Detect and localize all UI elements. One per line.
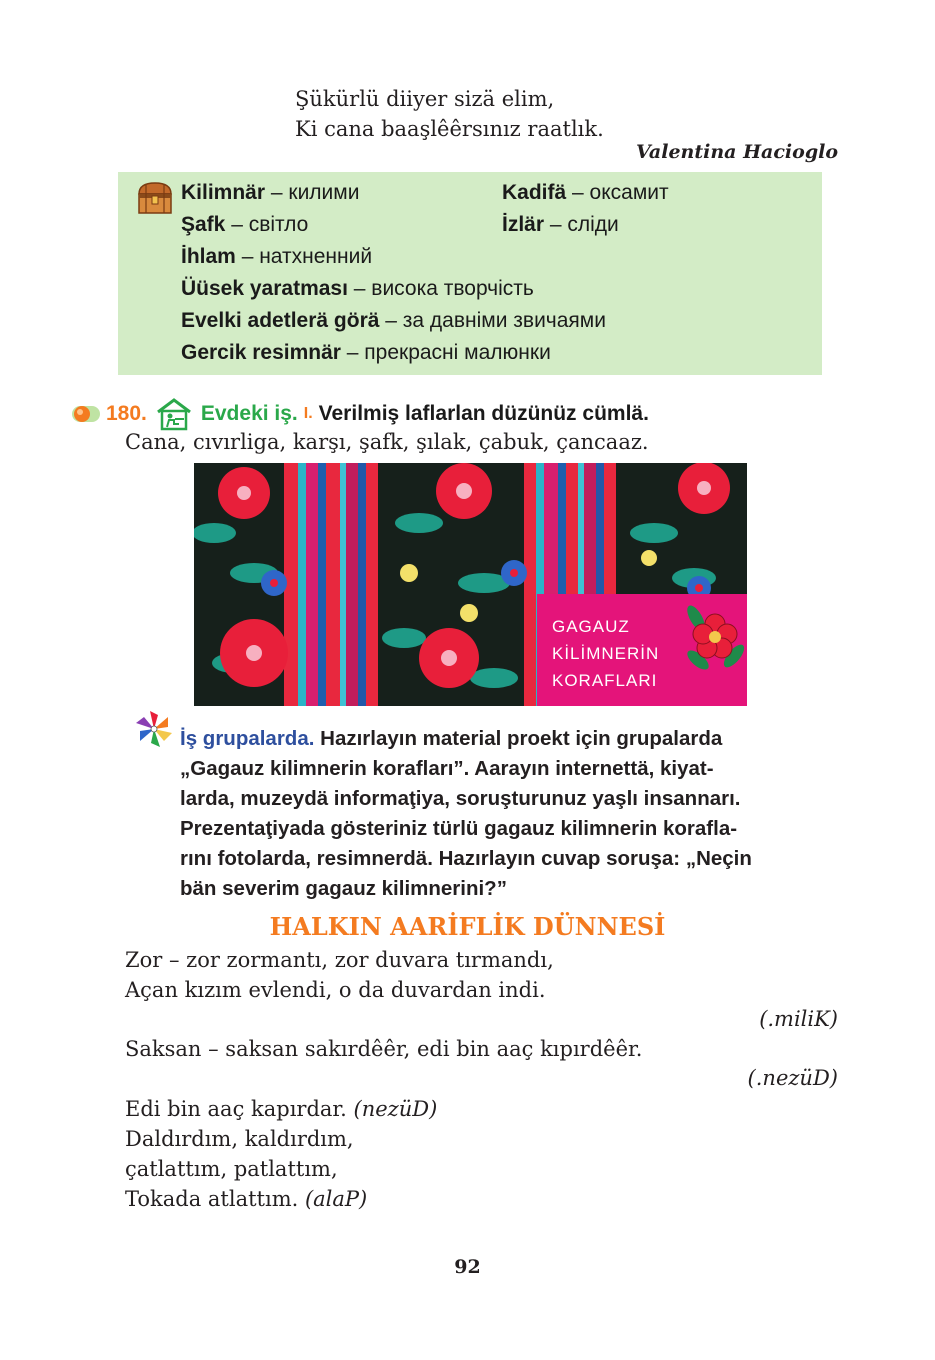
carpet-photo [194, 463, 747, 706]
vocab-item: Evelki adetlerä görä – за давніми звичаями [181, 309, 606, 332]
group-line: larda, muzeydä informaţiya, soruşturunuz yaşlı insannarı. [180, 787, 741, 810]
treasure-chest-icon [135, 180, 175, 216]
exercise-label: Evdeki iş. [200, 402, 298, 425]
group-work-lead: İş grupalarda. [180, 727, 315, 750]
exercise-words: Cana, cıvırliga, karşı, şafk, şılak, çabuk, çancaaz. [125, 430, 649, 454]
riddle-line: Tokada atlattım. (alaP) [125, 1187, 368, 1211]
riddle-answer: (.miliK) [759, 1007, 838, 1031]
group-line: Prezentaţiyada gösteriniz türlü gagauz kilimnerin korafla- [180, 817, 738, 840]
group-line: bän severim gagauz kilimnerini?” [180, 877, 507, 900]
group-line: „Gagauz kilimnerin korafları”. Aarayın internettä, kiyat- [180, 757, 714, 780]
carpet-pattern [194, 463, 747, 706]
exercise-number: 180. [106, 402, 147, 425]
riddle-answer: (.nezüD) [747, 1066, 838, 1090]
vocab-item: İzlär – сліди [502, 213, 619, 236]
group-work-text [180, 724, 840, 904]
riddle-line: Daldırdım, kaldırdım, [125, 1127, 354, 1151]
carpet-caption [552, 613, 659, 694]
riddle-answer: (nezüD) [353, 1097, 438, 1121]
section-heading: HALKIN AARİFLİK DÜNNESİ [269, 912, 666, 941]
riddle-line: Zor – zor zormantı, zor duvara tırmandı, [125, 948, 554, 972]
poem-author: Valentina Hacioglo [635, 141, 838, 163]
group-line: rını fotolarda, resimnerdä. Hazırlayın cuvap soruşa: „Neçin [180, 847, 752, 870]
page-number: 92 [454, 1256, 481, 1278]
vocab-item: Şafk – світло [181, 213, 309, 236]
vocab-item: İhlam – натхненний [181, 245, 373, 268]
poem-line-1: Şükürlü diiyer sizä elim, [295, 87, 555, 111]
exercise-instruction: Verilmiş laflarlan düzünüz cümlä. [318, 402, 649, 425]
group-line: İş grupalarda. Hazırlayın material proekt için grupalarda [180, 727, 723, 750]
vocab-item: Kilimnär – килими [181, 181, 360, 204]
riddle-line: çatlattım, patlattım, [125, 1157, 338, 1181]
exercise-header [72, 399, 649, 429]
flower-illustration-icon [684, 598, 746, 678]
riddle-line: Edi bin aaç kapırdar. (nezüD) [125, 1097, 438, 1121]
vocab-item: Gercik resimnär – прекрасні малюнки [181, 341, 551, 364]
riddle-answer: (alaP) [304, 1187, 368, 1211]
poem-line-2: Ki cana baaşlêêrsınız raatlık. [295, 117, 604, 141]
caption-line: KORAFLARI [552, 671, 658, 690]
riddle-line: Saksan – saksan sakırdêêr, edi bin aaç kıpırdêêr. [125, 1037, 643, 1061]
riddle-line: Açan kızım evlendi, o da duvardan indi. [125, 978, 546, 1002]
vocab-item: Üüsek yaratması – висока творчість [181, 277, 534, 300]
level-dot-icon [72, 403, 100, 425]
exercise-part: I. [303, 405, 313, 422]
home-study-icon [155, 397, 193, 431]
pinwheel-icon [134, 709, 174, 749]
caption-line: GAGAUZ [552, 617, 630, 636]
vocabulary-box [118, 172, 822, 375]
vocab-item: Kadifä – оксамит [502, 181, 669, 204]
caption-line: KİLİMNERİN [552, 644, 660, 663]
